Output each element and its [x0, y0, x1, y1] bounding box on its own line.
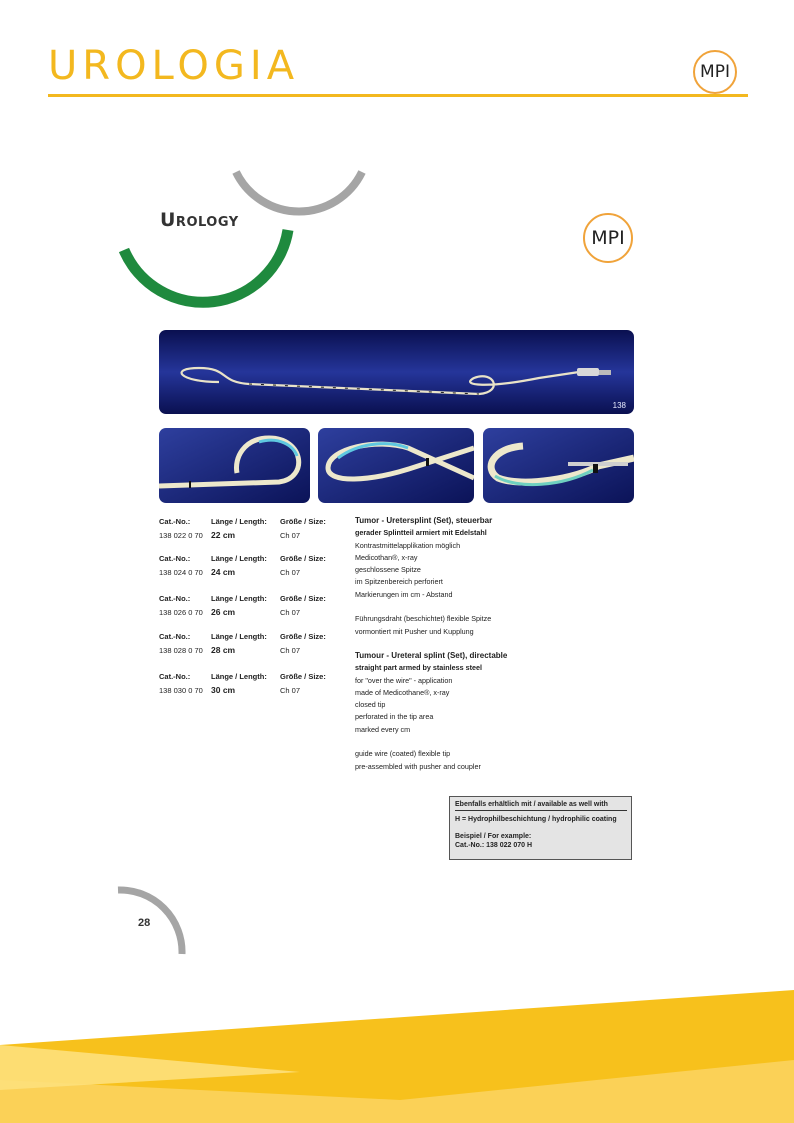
- description-line: geschlossene Spitze: [355, 565, 421, 575]
- table-row: [159, 518, 349, 548]
- availability-note-box: [449, 796, 632, 860]
- length-value: 26 cm: [211, 607, 236, 617]
- description-line: perforated in the tip area: [355, 712, 434, 722]
- logo-text: MPI: [700, 62, 730, 82]
- description-spacer: [355, 601, 492, 613]
- description-german: [355, 515, 492, 638]
- page-header-title: UROLOGIA: [48, 43, 300, 89]
- description-title: Tumor - Uretersplint (Set), steuerbar: [355, 516, 493, 525]
- size-header: Größe / Size:: [280, 594, 326, 603]
- cat-header: Cat.-No.:: [159, 672, 191, 681]
- size-value: Ch 07: [280, 608, 301, 617]
- length-header: Länge / Length:: [211, 632, 267, 641]
- description-line: Markierungen im cm - Abstand: [355, 589, 453, 599]
- length-value: 24 cm: [211, 567, 236, 577]
- description-line: Medicothan®, x-ray: [355, 552, 418, 562]
- length-value: 28 cm: [211, 645, 236, 655]
- description-line: Führungsdraht (beschichtet) flexible Spitze: [355, 614, 492, 624]
- curved-tip-image: [483, 428, 634, 503]
- green-arc: [124, 230, 288, 302]
- table-row: [159, 555, 349, 585]
- catalog-table: [159, 518, 349, 698]
- table-row: [159, 633, 349, 663]
- description-line: pre-assembled with pusher and coupler: [355, 761, 481, 771]
- length-header: Länge / Length:: [211, 672, 267, 681]
- description-line: guide wire (coated) flexible tip: [355, 749, 451, 759]
- mpi-logo: [693, 50, 737, 94]
- description-line: made of Medicothane®, x-ray: [355, 687, 450, 697]
- decorative-arcs: [110, 160, 390, 310]
- cat-number: 138 024 0 70: [159, 568, 203, 577]
- product-photo-detail-1: [159, 428, 310, 503]
- page-number: 28: [138, 917, 151, 929]
- header-divider: [48, 94, 748, 97]
- length-value: 22 cm: [211, 530, 236, 540]
- description-line: Kontrastmittelapplikation möglich: [355, 540, 461, 550]
- cat-number: 138 030 0 70: [159, 686, 203, 695]
- note-line: Beispiel / For example:: [455, 833, 532, 840]
- size-header: Größe / Size:: [280, 517, 326, 526]
- photo-number: 138: [612, 401, 626, 410]
- cat-header: Cat.-No.:: [159, 517, 191, 526]
- size-header: Größe / Size:: [280, 554, 326, 563]
- description-line: for "over the wire" - application: [355, 675, 453, 685]
- description-line: im Spitzenbereich perforiert: [355, 577, 443, 587]
- length-header: Länge / Length:: [211, 594, 267, 603]
- size-header: Größe / Size:: [280, 632, 326, 641]
- size-value: Ch 07: [280, 531, 301, 540]
- description-line: marked every cm: [355, 724, 411, 734]
- description-english: [355, 650, 507, 773]
- catheter-set-image: [159, 330, 634, 414]
- cat-number: 138 022 0 70: [159, 531, 203, 540]
- product-photo-detail-3: [483, 428, 634, 503]
- section-title: Urology: [160, 209, 239, 231]
- description-line: vormontiert mit Pusher und Kupplung: [355, 626, 474, 636]
- table-row: [159, 595, 349, 625]
- cat-number: 138 028 0 70: [159, 646, 203, 655]
- cat-header: Cat.-No.:: [159, 632, 191, 641]
- footer-band: [0, 990, 794, 1123]
- description-spacer: [355, 736, 507, 748]
- loop-image: [318, 428, 474, 503]
- note-line: Ebenfalls erhältlich mit / available as well with: [455, 801, 627, 811]
- size-value: Ch 07: [280, 686, 301, 695]
- mpi-logo-section: [583, 213, 633, 263]
- note-line: Cat.-No.: 138 022 070 H: [455, 842, 533, 849]
- table-row: [159, 673, 349, 703]
- size-header: Größe / Size:: [280, 672, 326, 681]
- length-header: Länge / Length:: [211, 554, 267, 563]
- logo-text: MPI: [591, 227, 625, 249]
- cat-header: Cat.-No.:: [159, 554, 191, 563]
- gray-arc: [236, 172, 362, 211]
- cat-number: 138 026 0 70: [159, 608, 203, 617]
- cat-header: Cat.-No.:: [159, 594, 191, 603]
- size-value: Ch 07: [280, 568, 301, 577]
- product-photo-main: [159, 330, 634, 414]
- description-line: straight part armed by stainless steel: [355, 663, 483, 673]
- size-value: Ch 07: [280, 646, 301, 655]
- product-photo-detail-2: [318, 428, 474, 503]
- description-line: gerader Splintteil armiert mit Edelstahl: [355, 528, 487, 538]
- length-value: 30 cm: [211, 685, 236, 695]
- note-line: H = Hydrophilbeschichtung / hydrophilic coating: [455, 816, 617, 823]
- page-number-arc: [110, 880, 200, 960]
- pigtail-tip-image: [159, 428, 310, 503]
- description-title: Tumour - Ureteral splint (Set), directable: [355, 651, 508, 660]
- length-header: Länge / Length:: [211, 517, 267, 526]
- description-line: closed tip: [355, 700, 386, 710]
